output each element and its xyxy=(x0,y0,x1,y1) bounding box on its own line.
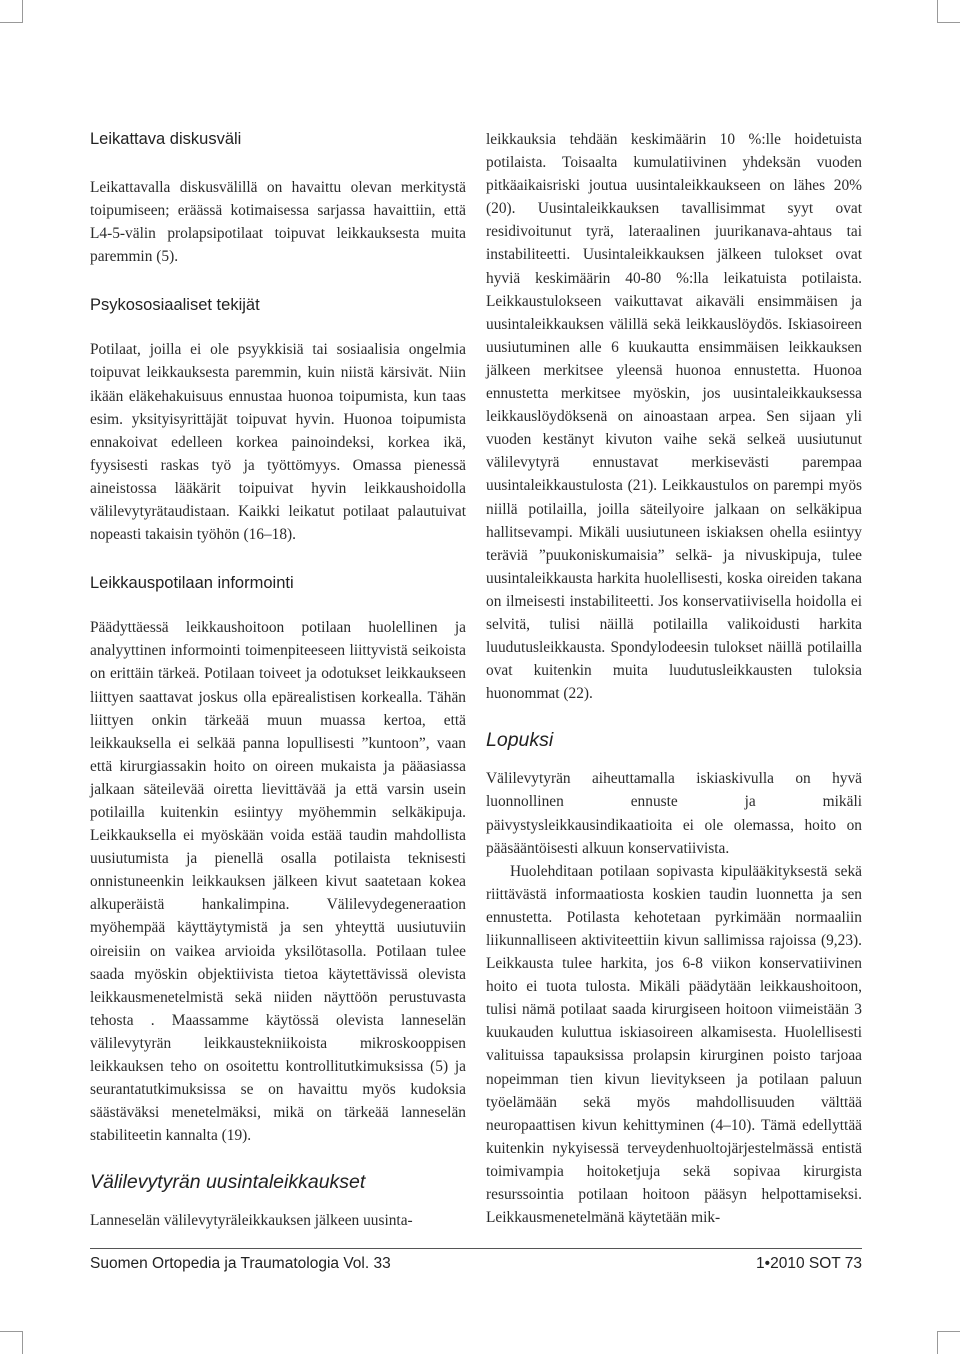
paragraph: Potilaat, joilla ei ole psyykkisiä tai sosiaalisia ongelmia toipuvat leikkauksesta paremmin, kuin niistä kärsivät. Niin ikään eläkehakuisuus ennustaa huonoa toipumista, kun taas esim. yksityisyrittäjät toipuvat hyvin. Huonoa toipumista ennakoivat edelleen korkea painoindeksi, korkea ikä, fyysisesti raskas työ ja työttömyys. Omassa pienessä aineistossa lääkärit toipuivat hyvin leikkaushoidolla välilevytyrätaudistaan. Kaikki leikatut potilaat palautuivat nopeasti takaisin työhön (16–18). xyxy=(90,341,466,544)
crop-mark-top-right xyxy=(937,0,960,23)
paragraph: Päädyttäessä leikkaushoitoon potilaan huolellinen ja analyyttinen informointi toimenpiteeseen liittyvistä seikoista on erittäin tärkeä. Potilaan toiveet ja odotukset leikkaukseen liittyen saattavat joskus olla epärealistisen korkealla. Tähän liittyen onkin tärkeää muun muassa kertoa, että leikkauksella ei selkää panna lopullisesti ”kuntoon”, vaan että kirurgiassakin hoito on oireen mukaista ja pääasiassa jalkaan säteilevää oiretta lievittävää ja että varsin usein potilailla kuitenkin esiintyy myöhemmin selkäkipuja. Leikkauksella ei myöskään voida estää taudin mahdollista uusiutumista ja pienellä osalla potilaista teknisesti onnistuneenkin leikkauksen jälkeen kivut saatetaan kokea alkuperäistä hankalimpina. Välilevydegeneraation myöhempää käyttäytymistä ja sen yhteyttä uusiutuviin oireisiin on vaikea arvioida yksilötasolla. Potilaan tulee saada myöskin objektiivista tietoa käytettävissä olevista leikkausmenetelmistä sekä niiden näyttöön perustuvasta tehosta . Maassamme käytössä olevista lanneselän välilevytyrän leikkaustekniikoista mikroskooppisen leikkauksen teho on osoitettu kontrollitutkimuksissa (5) ja seurantatutkimuksissa se on havaittu myös kudoksia säästäväksi menetelmäksi, mikä on tärkeää lanneselän stabiliteetin kannalta (19). xyxy=(90,619,466,1145)
paragraph: Lanneselän välilevytyräleikkauksen jälkeen uusinta- xyxy=(90,1212,413,1230)
paragraph: leikkauksia tehdään keskimäärin 10 %:lle hoidetuista potilaista. Toisaalta kumulatiivinen yhdeksän vuoden pitkäaikaisriski joutua uusintaleikkaukseen on lähes 20% (20). Uusintaleikkauksen tavallisimmat syyt ovat residivoitunut tyrä, lateraalinen juurikanava-ahtaus tai instabiliteetti. Uusintaleikkauksen jälkeen tulokset ovat hyviä keskimäärin 40-80 %:lla leikatuista potilaista. Leikkaustulokseen vaikuttavat aikaväli ensimmäisen ja uusintaleikkauksen välillä sekä leikkauslöydös. Iskiasoireen uusiutuminen alle 6 kuukautta ensimmäisen leikkauksen jälkeen merkitsee yleensä huonoa ennustetta. Huonoa ennustetta merkitsee myöskin, jos uusintaleikkauksessa leikkauslöydöksenä on ainoastaan arpea. Sen sijaan yli vuoden kestänyt kivuton vaihe sekä selkeä uusiutunut välilevytyrä ennustavat merkisevästi parempaa uusintaleikkaustulosta (21). Leikkaustulos on parempi myös niillä potilailla, joilla säteilyoire jalkaan on selkäkipua hallitsevampi. Mikäli uusiutuneen iskiaksen ohella esiintyy teräviä ”puukoniskumaisia” selkä- ja nivuskipuja, tulee uusintaleikkausta harkita huolellisesti, koska oireiden takana on ilmeisesti instabiliteetti. Jos konservatiivisella hoidolla ei selvitä, tulisi näillä potilailla valikoidusti harkita luudutusleikkausta. Spondylodeesin tulokset näillä potilailla ovat kuitenkin muita luudutusleikkausten tuloksia huonommat (22). xyxy=(486,131,862,703)
left-column xyxy=(90,122,466,1232)
paragraph: Leikattavalla diskusvälillä on havaittu olevan merkitystä toipumiseen; eräässä kotimaisessa sarjassa havaittiin, että L4-5-välin prolapsipotilaat toipuvat leikkauksesta muita paremmin (5). xyxy=(90,179,466,266)
heading-leikkauspotilaan-informointi: Leikkauspotilaan informointi xyxy=(90,574,294,593)
heading-valilevytyran-uusintaleikkaukset: Välilevytyrän uusintaleikkaukset xyxy=(90,1171,366,1194)
crop-mark-top-left xyxy=(0,0,23,23)
crop-mark-bottom-left xyxy=(0,1331,23,1354)
heading-leikattava-diskusvali: Leikattava diskusväli xyxy=(90,130,242,148)
right-column xyxy=(486,128,862,1229)
heading-lopuksi: Lopuksi xyxy=(486,729,554,752)
heading-psykososiaaliset-tekijat: Psykososiaaliset tekijät xyxy=(90,296,260,315)
paragraph: Välilevytyrän aiheuttamalla iskiaskivulla on hyvä luonnollinen ennuste ja mikäli päivystysleikkausindikaatioita ei ole olemassa, hoito on pääsääntöisesti alkuun konservatiivista. xyxy=(486,770,862,857)
page-footer xyxy=(90,1248,862,1272)
issue-and-page: 1•2010 SOT 73 xyxy=(756,1255,862,1272)
paragraph: Huolehditaan potilaan sopivasta kipulääkityksestä sekä riittävästä informaatiosta koskien taudin luonnetta ja sen ennustetta. Potilasta kehotetaan pyrkimään normaaliin liikunnalliseen aktiviteettiin kivun sallimissa rajoissa (9,23). Leikkausta tulee harkita, jos 6-8 viikon konservatiivinen hoito ei tuota tulosta. Mikäli päädytään leikkaushoitoon, tulisi nämä potilaat saada kirurgiseen hoitoon viimeistään 3 kuukauden kuluttua iskiasoireen alkamisesta. Huolellisesti valituissa tapauksissa prolapsin kirurginen poisto tarjoaa nopeimman tien kivun lievitykseen ja potilaan paluun työelämään sekä myös mahdollisuuden välttää neuropaattisen kivun kehittyminen (4–10). Tämä edellyttää kuitenkin nykyisessä terveydenhuoltojärjestelmässä entistä toimivampia hoitoketjuja sekä sopivaa kirurgista resurssointia potilaan hoitoon pääsyn helpottamiseksi. Leikkausmenetelmänä käytetään mik- xyxy=(486,862,862,1227)
journal-name: Suomen Ortopedia ja Traumatologia Vol. 33 xyxy=(90,1255,391,1272)
crop-mark-bottom-right xyxy=(937,1331,960,1354)
